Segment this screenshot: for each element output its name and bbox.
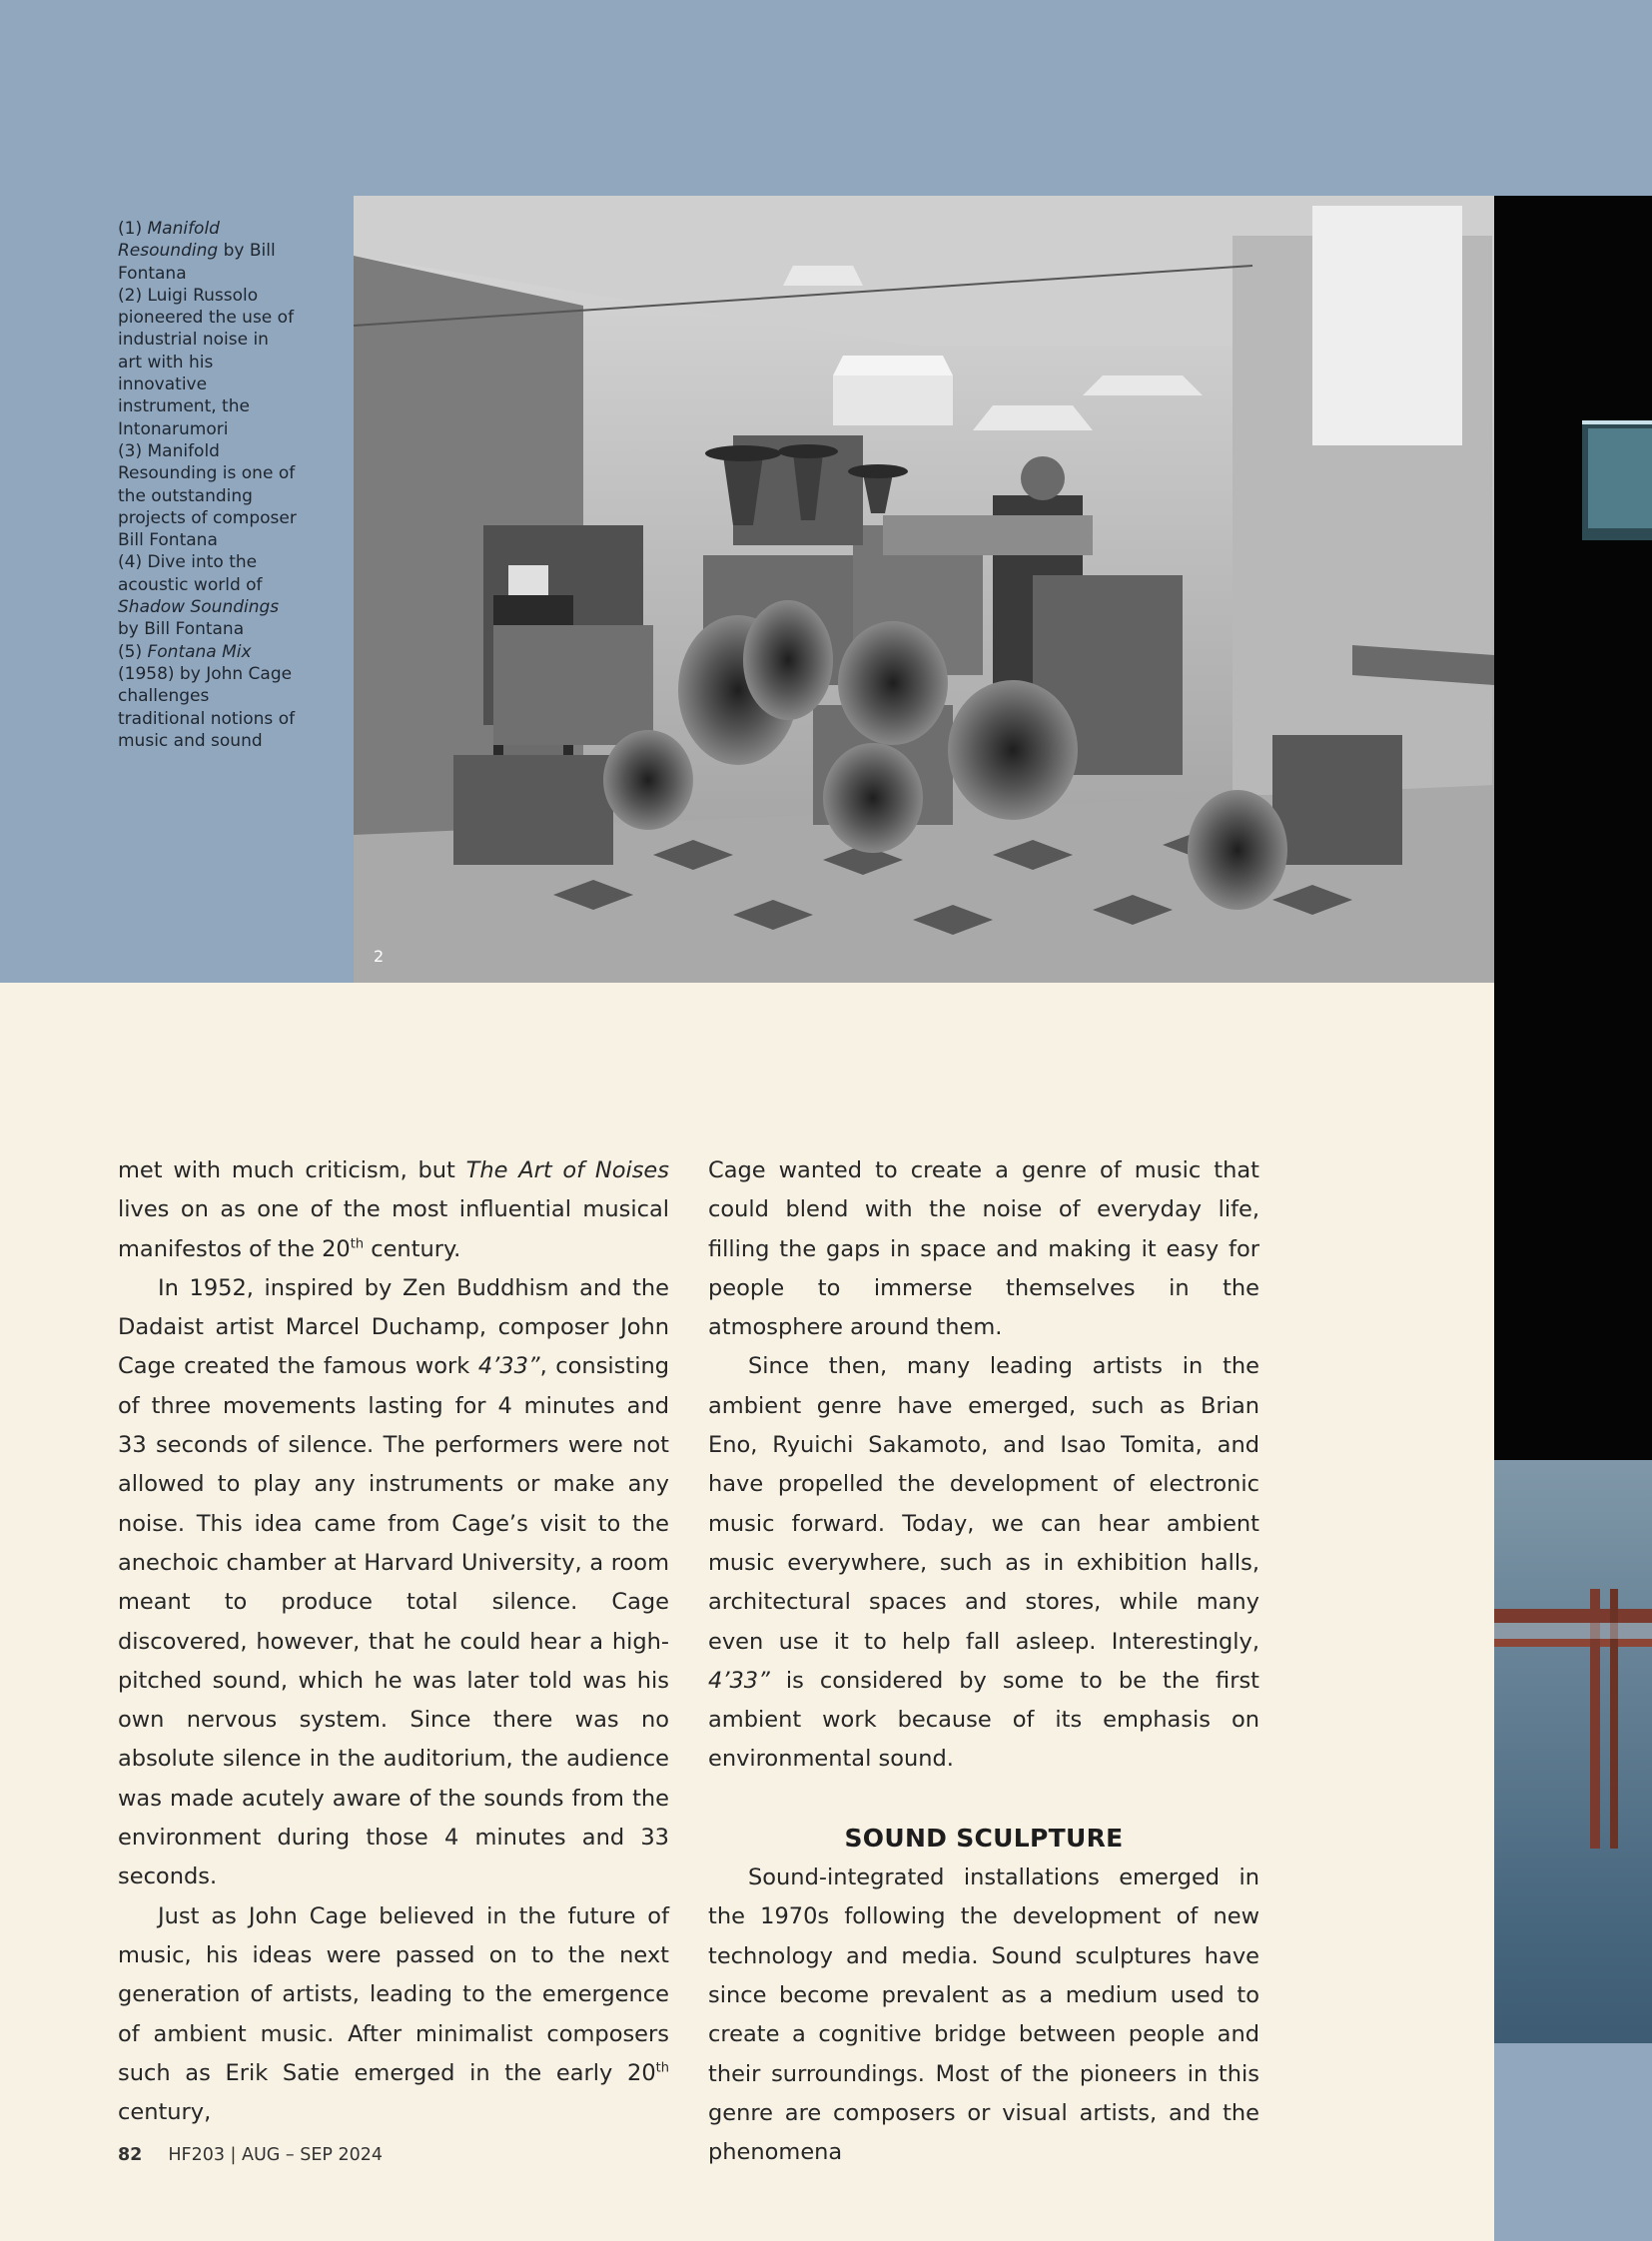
paragraph: Since then, many leading artists in the ambient genre have emerged, such as Brian Eno, Ryuichi Sakamoto, and Isao Tomita, and have propelled the development of electronic music forward. Today, we can hear ambient music everywhere, such as in exhibition halls, architectural spaces and stores, while many even use it to help fall asleep. Interestingly, 4’33” is considered by some to be the first ambient work because of its emphasis on environmental sound. xyxy=(708,1353,1259,1773)
section-heading: SOUND SCULPTURE xyxy=(844,1824,1124,1854)
paragraph: met with much criticism, but The Art of Noises lives on as one of the most influential musical manifestos of the 20th century. xyxy=(118,1157,669,1262)
caption-2: (2) Luigi Russolo pioneered the use of industrial noise in art with his innovative instrument, the Intonarumori xyxy=(118,285,295,439)
issue-label: HF203 | AUG – SEP 2024 xyxy=(168,2145,384,2165)
paragraph: Sound-integrated installations emerged in the 1970s following the development of new technology and media. Sound sculptures have since become prevalent as a medium used to create a cognitive bridge between people and their surroundings. Most of the pioneers in this genre are composers or visual artists, and the phenomena xyxy=(708,1865,1259,2166)
photo-number: 2 xyxy=(374,947,385,966)
section-gap xyxy=(708,1780,1259,1819)
glass-case-image xyxy=(1574,410,1652,750)
intonarumori-photo-image xyxy=(354,196,1494,983)
body-column-right xyxy=(708,1151,1259,2172)
body-column-left xyxy=(118,1151,669,2132)
intonarumori-photo xyxy=(354,196,1494,983)
strip-bottom-band xyxy=(1494,2043,1652,2241)
photo-captions xyxy=(118,218,298,752)
caption-1: (1) Manifold Resounding by Bill Fontana xyxy=(118,219,276,284)
paragraph: In 1952, inspired by Zen Buddhism and the Dadaist artist Marcel Duchamp, composer John Cage created the famous work 4’33”, consisting of three movements lasting for 4 minutes and 33 seconds of silence. The performers were not allowed to play any instruments or make any noise. This idea came from Cage’s visit to the anechoic chamber at Harvard University, a room meant to produce total silence. Cage discovered, however, that he could hear a high-pitched sound, which he was later told was his own nervous system. Since there was no absolute silence in the auditorium, the audience was made acutely aware of the sounds from the environment during those 4 minutes and 33 seconds. xyxy=(118,1274,670,1890)
adjacent-photo-strip xyxy=(1494,196,1652,2241)
bridge-structure-image xyxy=(1494,1549,1652,1849)
caption-3: (3) Manifold Resounding is one of the outstanding projects of composer Bill Fontana xyxy=(118,440,297,551)
paragraph: Just as John Cage believed in the future of music, his ideas were passed on to the next generation of artists, leading to the emergence of ambient music. After minimalist composers such as Erik Satie emerged in the early 20th century, xyxy=(118,1902,669,2126)
caption-5: (5) Fontana Mix (1958) by John Cage challenges traditional notions of music and sound xyxy=(118,641,296,751)
page-footer xyxy=(118,2145,383,2165)
page-number: 82 xyxy=(118,2145,143,2165)
caption-4: (4) Dive into the acoustic world of Shadow Soundings by Bill Fontana xyxy=(118,552,280,640)
paragraph: Cage wanted to create a genre of music that could blend with the noise of everyday life, filling the gaps in space and making it easy for people to immerse themselves in the atmosphere around them. xyxy=(708,1157,1259,1341)
